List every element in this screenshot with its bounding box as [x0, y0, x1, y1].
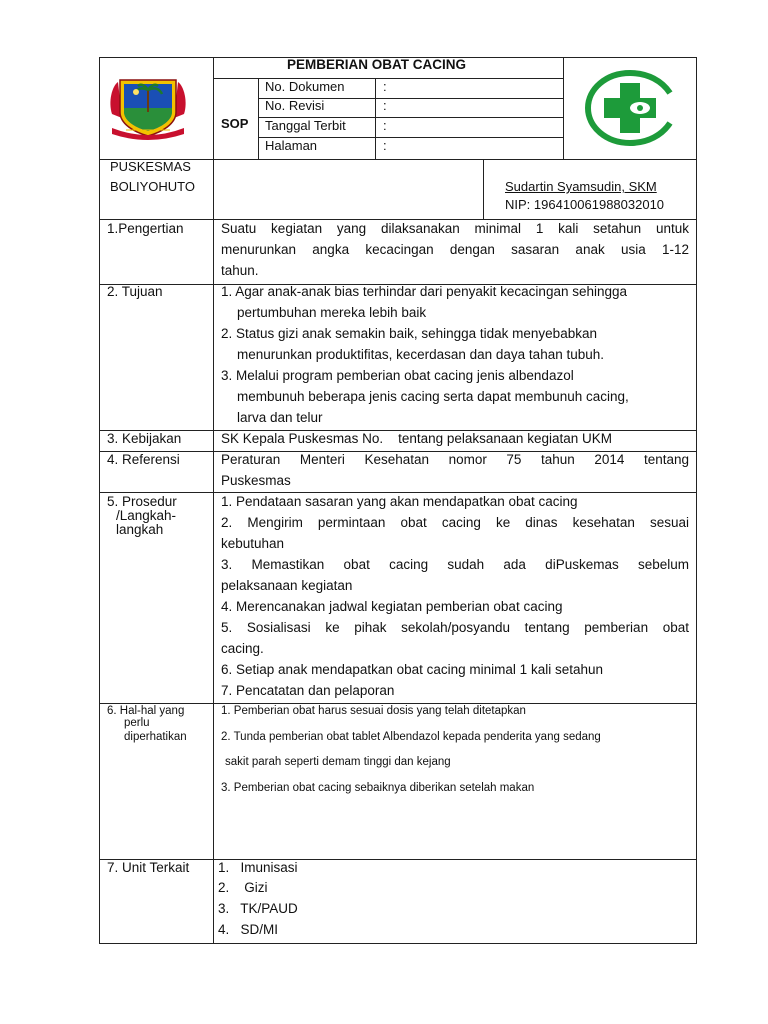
- prosedur-line: 3. Memastikan obat cacing sudah ada diPuskemas sebelum: [221, 557, 689, 572]
- tujuan-line: larva dan telur: [237, 410, 323, 425]
- prosedur-line: 4. Merencanakan jadwal kegiatan pemberian obat cacing: [221, 599, 563, 614]
- section-label-prosedur: 5. Prosedur: [107, 494, 177, 509]
- border-row5-bottom: [99, 703, 697, 704]
- pengertian-line: Suatu kegiatan yang dilaksanakan minimal 1 kali setahun untuk: [221, 221, 689, 236]
- unit-terkait-item: 2. Gizi: [218, 880, 268, 895]
- regency-emblem-logo: [106, 72, 190, 142]
- section-label-tujuan: 2. Tujuan: [107, 284, 163, 299]
- tujuan-line: menurunkan produktifitas, kecerdasan dan daya tahan tubuh.: [237, 347, 604, 362]
- prosedur-line: 2. Mengirim permintaan obat cacing ke dinas kesehatan sesuai: [221, 515, 689, 530]
- section-label-hal-hal: 6. Hal-hal yang: [107, 705, 185, 717]
- border-sop-right: [258, 78, 259, 160]
- section-label-prosedur: langkah: [116, 522, 164, 537]
- signatory-name: Sudartin Syamsudin, SKM: [505, 179, 657, 194]
- unit-terkait-item: 3. TK/PAUD: [218, 901, 298, 916]
- border-row4-bottom: [99, 492, 697, 493]
- referensi-line: Peraturan Menteri Kesehatan nomor 75 tahun 2014 tentang: [221, 452, 689, 467]
- prosedur-line: 7. Pencatatan dan pelaporan: [221, 683, 395, 698]
- border-sig-bottom: [99, 219, 697, 220]
- border-left: [99, 57, 100, 944]
- tujuan-line: membunuh beberapa jenis cacing serta dapat membunuh cacing,: [237, 389, 629, 404]
- section-label-kebijakan: 3. Kebijakan: [107, 431, 182, 446]
- pengertian-line: tahun.: [221, 263, 259, 278]
- kebijakan-text: SK Kepala Puskesmas No. tentang pelaksanaan kegiatan UKM: [221, 431, 612, 446]
- unit-terkait-item: 1. Imunisasi: [218, 860, 298, 875]
- field-value-halaman: :: [383, 138, 387, 153]
- section-label-unit-terkait: 7. Unit Terkait: [107, 860, 190, 875]
- border-sig-left: [483, 159, 484, 220]
- hal-hal-line: 1. Pemberian obat harus sesuai dosis yang telah ditetapkan: [221, 705, 526, 717]
- field-label-tanggal-terbit: Tanggal Terbit: [265, 118, 346, 133]
- unit-terkait-item: 4. SD/MI: [218, 922, 279, 937]
- prosedur-line: 1. Pendataan sasaran yang akan mendapatkan obat cacing: [221, 494, 578, 509]
- referensi-line: Puskesmas: [221, 473, 291, 488]
- field-value-no-revisi: :: [383, 98, 387, 113]
- org-name-line2: BOLIYOHUTO: [110, 179, 196, 194]
- prosedur-line: kebutuhan: [221, 536, 285, 551]
- pengertian-line: menurunkan angka kecacingan dengan sasaran anak usia 1-12: [221, 242, 689, 257]
- field-label-no-dokumen: No. Dokumen: [265, 79, 345, 94]
- section-label-prosedur: /Langkah-: [116, 508, 177, 523]
- prosedur-line: pelaksanaan kegiatan: [221, 578, 353, 593]
- field-value-tanggal-terbit: :: [383, 118, 387, 133]
- section-label-pengertian: 1.Pengertian: [107, 221, 184, 236]
- prosedur-line: cacing.: [221, 641, 264, 656]
- prosedur-line: 6. Setiap anak mendapatkan obat cacing minimal 1 kali setahun: [221, 662, 603, 677]
- field-label-no-revisi: No. Revisi: [265, 98, 325, 113]
- section-label-hal-hal: diperhatikan: [124, 731, 187, 743]
- signatory-nip: NIP: 196410061988032010: [505, 197, 665, 212]
- field-label-halaman: Halaman: [265, 138, 318, 153]
- section-label-referensi: 4. Referensi: [107, 452, 180, 467]
- tujuan-line: 1. Agar anak-anak bias terhindar dari penyakit kecacingan sehingga: [221, 284, 628, 299]
- field-value-no-dokumen: :: [383, 79, 387, 94]
- tujuan-line: 2. Status gizi anak semakin baik, sehingga tidak menyebabkan: [221, 326, 597, 341]
- border-field-label-right: [375, 78, 376, 160]
- tujuan-line: 3. Melalui program pemberian obat cacing jenis albendazol: [221, 368, 574, 383]
- prosedur-line: 5. Sosialisasi ke pihak sekolah/posyandu tentang pemberian obat: [221, 620, 689, 635]
- sop-label: SOP: [221, 116, 249, 131]
- border-col-divider: [213, 57, 214, 944]
- hal-hal-line: 2. Tunda pemberian obat tablet Albendazol kepada penderita yang sedang: [221, 731, 601, 743]
- hal-hal-line: sakit parah seperti demam tinggi dan kejang: [225, 756, 451, 768]
- border-bottom: [99, 943, 697, 944]
- tujuan-line: pertumbuhan mereka lebih baik: [237, 305, 427, 320]
- section-label-hal-hal: perlu: [124, 717, 150, 729]
- border-logo-right: [563, 57, 564, 160]
- hal-hal-line: 3. Pemberian obat cacing sebaiknya diberikan setelah makan: [221, 782, 535, 794]
- border-right: [696, 57, 697, 944]
- org-name-line1: PUSKESMAS: [110, 159, 191, 174]
- health-cross-logo: [584, 69, 676, 147]
- document-title: PEMBERIAN OBAT CACING: [287, 57, 467, 72]
